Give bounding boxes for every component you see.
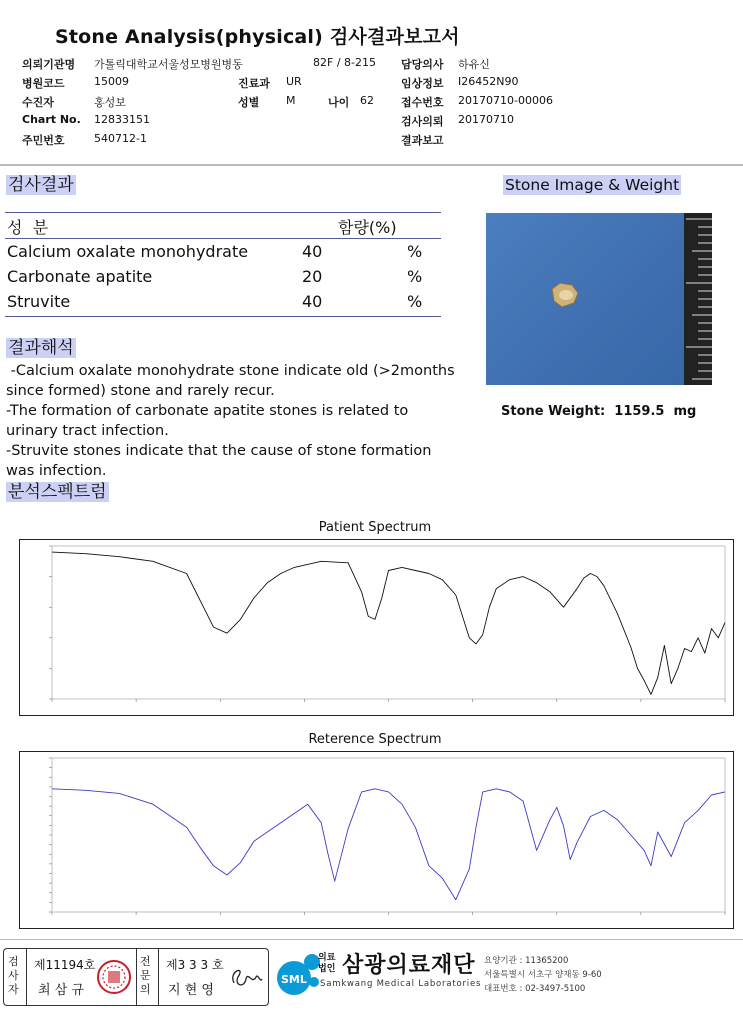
interpretation-line: -The formation of carbonate apatite stones is related to urinary tract infection.: [6, 403, 413, 439]
stone-photo: [486, 213, 712, 385]
component-unit: %: [407, 242, 423, 261]
org-code: 요양기관 : 11365200: [484, 956, 569, 966]
specialist-license: 제3 3 3 호: [166, 958, 224, 972]
stone-highlight: [559, 290, 573, 300]
request-date-label: 검사의뢰: [401, 115, 444, 128]
age-value: 62: [360, 94, 374, 107]
dept-label: 진료과: [238, 77, 270, 90]
sex-label: 성별: [238, 96, 260, 109]
sig-divider: [136, 949, 137, 1005]
org-type-line: 법인: [318, 964, 336, 974]
component-name: Carbonate apatite: [7, 267, 153, 286]
results-top-rule: [5, 212, 441, 213]
component-value: 20: [302, 267, 323, 286]
stone-weight: Stone Weight: 1159.5 mg: [501, 404, 697, 419]
results-rows: [7, 242, 437, 317]
sex-value: M: [286, 94, 296, 107]
doctor-value: 하유신: [458, 58, 490, 71]
dept-value: UR: [286, 75, 302, 88]
reference-spectrum-title: Reterence Spectrum: [308, 732, 442, 747]
patient-spectrum-svg: [20, 540, 733, 715]
doctor-label: 담당의사: [401, 58, 444, 71]
clinical-info-value: I26452N90: [458, 75, 519, 88]
report-title: Stone Analysis(physical) 검사결과보고서: [55, 26, 460, 48]
spectrum-section-title: 분석스펙트럼: [8, 482, 107, 502]
tester-label: 검사자: [8, 955, 19, 996]
tester-name: 최 삼 규: [38, 983, 84, 998]
plot-frame: [52, 758, 725, 912]
signature-box: [3, 948, 269, 1006]
patient-spectrum-title: Patient Spectrum: [318, 520, 432, 535]
patient-label: 수진자: [22, 96, 54, 109]
patient-spectrum-chart: [19, 539, 734, 716]
org-name-en: Samkwang Medical Laboratories: [320, 979, 482, 989]
interpretation-section-title: 결과해석: [8, 338, 74, 358]
referrer-value: 가톨릭대학교서울성모병원병동: [94, 58, 243, 71]
org-address: 서울특별시 서초구 양재동 9-60: [484, 970, 602, 980]
hospital-code-value: 15009: [94, 75, 129, 88]
header-divider: [0, 164, 743, 166]
stone-photo-graphic: [486, 213, 712, 385]
sml-logo-icon: [272, 950, 324, 1000]
clinical-info-label: 임상정보: [401, 77, 444, 90]
component-col-header: 성 분: [7, 218, 49, 237]
spectrum-line-reference: [52, 789, 725, 900]
resident-no-value: 540712-1: [94, 132, 147, 145]
tester-seal-icon: [96, 959, 132, 995]
patient-value: 홍성보: [94, 96, 126, 109]
tester-license: 제11194호: [34, 958, 96, 972]
table-row: [7, 267, 437, 292]
component-unit: %: [407, 267, 423, 286]
sig-divider: [158, 949, 159, 1005]
results-bottom-rule: [5, 316, 441, 317]
reference-spectrum-chart: [19, 751, 734, 929]
chart-no-value: 12833151: [94, 113, 150, 126]
component-name: Calcium oxalate monohydrate: [7, 242, 249, 261]
reference-spectrum-svg: [20, 752, 733, 928]
specialist-signature-icon: [224, 961, 264, 995]
interpretation-line: -Struvite stones indicate that the cause of stone formation was infection.: [6, 443, 437, 479]
referrer-label: 의뢰기관명: [22, 58, 76, 71]
sig-divider: [26, 949, 27, 1005]
org-name: 삼광의료재단: [342, 953, 476, 978]
accession-label: 접수번호: [401, 96, 444, 109]
org-type-line: 의료: [318, 953, 336, 963]
chart-no-label: Chart No.: [22, 113, 81, 126]
org-phone: 대표번호 : 02-3497-5100: [484, 984, 586, 994]
accession-value: 20170710-00006: [458, 94, 553, 107]
request-date-value: 20170710: [458, 113, 514, 126]
interpretation-line: -Calcium oxalate monohydrate stone indicate old (>2months since formed) stone and rarely recur.: [6, 363, 460, 399]
component-value: 40: [302, 292, 323, 311]
component-name: Struvite: [7, 292, 71, 311]
specialist-label: 전문의: [140, 955, 151, 996]
age-label: 나이: [328, 96, 350, 109]
component-unit: %: [407, 292, 423, 311]
specialist-name: 지 현 영: [168, 983, 214, 998]
spectrum-line-patient: [52, 552, 725, 694]
hospital-code-label: 병원코드: [22, 77, 65, 90]
resident-no-label: 주민번호: [22, 134, 65, 147]
footer-divider: [0, 939, 743, 940]
interpretation-text: [6, 361, 458, 481]
results-section-title: 검사결과: [8, 175, 74, 195]
logo-text: SML: [281, 973, 307, 986]
plot-frame: [52, 546, 725, 699]
component-value: 40: [302, 242, 323, 261]
content-col-header: 함량(%): [338, 218, 397, 237]
table-row: [7, 292, 437, 317]
table-row: [7, 242, 437, 267]
org-type: [318, 953, 335, 975]
report-date-label: 결과보고: [401, 134, 444, 147]
ward-value: 82F / 8-215: [313, 56, 376, 69]
stone-section-title: Stone Image & Weight: [505, 176, 680, 194]
header-right: [401, 56, 601, 151]
results-header-rule: [5, 238, 441, 239]
